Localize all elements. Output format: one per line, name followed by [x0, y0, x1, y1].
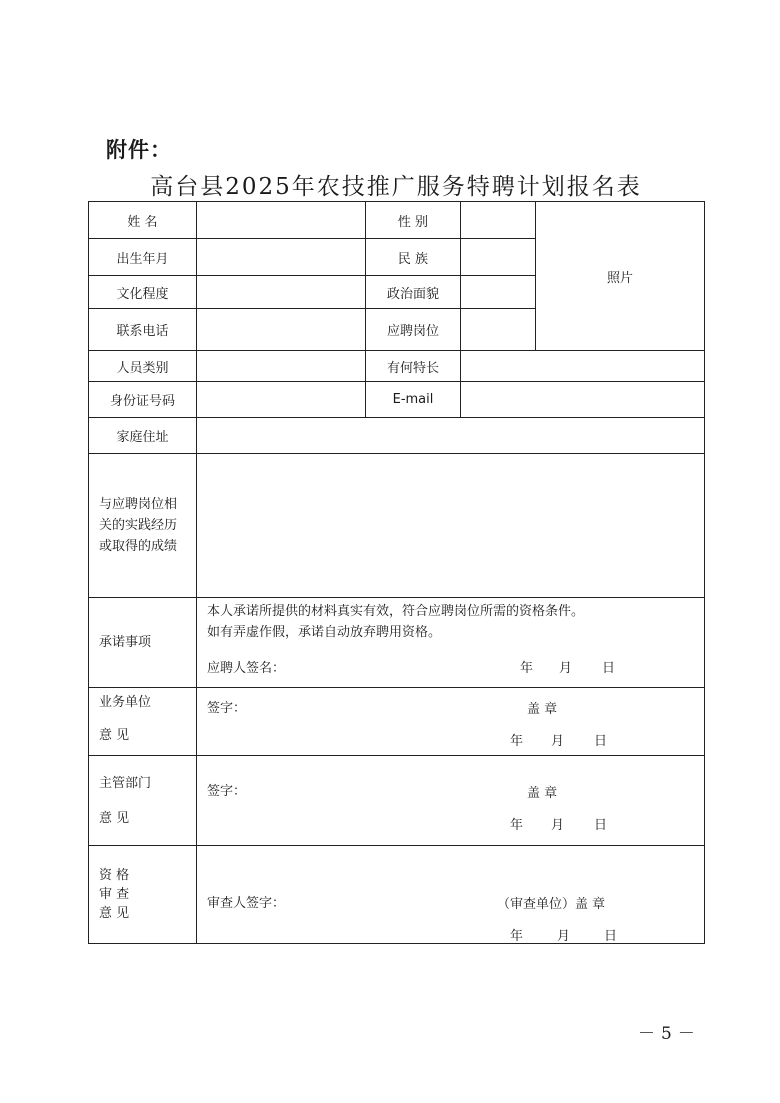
experience-field[interactable] — [197, 454, 705, 598]
review-unit-stamp: （审查单位）盖 章 — [497, 897, 606, 912]
gender-label: 性 别 — [366, 202, 461, 239]
education-field[interactable] — [197, 276, 366, 309]
specialty-label: 有何特长 — [366, 351, 461, 382]
birth-label: 出生年月 — [89, 239, 197, 276]
biz-stamp-label: 盖 章 — [527, 702, 558, 717]
dept-day: 日 — [594, 818, 608, 833]
dept-month: 月 — [551, 818, 565, 833]
biz-unit-opinion[interactable] — [197, 688, 705, 756]
dept-sign-label: 签字： — [207, 784, 247, 799]
experience-label-line: 与应聘岗位相 — [99, 497, 178, 512]
review-label-line: 意 见 — [99, 906, 130, 921]
registration-form-table — [88, 201, 705, 944]
reviewer-sign-label: 审查人签字： — [207, 896, 286, 911]
specialty-field[interactable] — [461, 351, 705, 382]
category-field[interactable] — [197, 351, 366, 382]
pledge-year: 年 — [520, 661, 534, 676]
review-opinion[interactable] — [197, 846, 705, 944]
review-day: 日 — [604, 929, 618, 944]
dept-year: 年 — [510, 818, 524, 833]
pledge-text-2: 如有弄虚作假，承诺自动放弃聘用资格。 — [207, 625, 442, 640]
biz-unit-label-line: 业务单位 — [99, 695, 152, 710]
biz-unit-label — [89, 688, 197, 756]
photo-box[interactable] — [536, 202, 705, 351]
education-label: 文化程度 — [89, 276, 197, 309]
experience-label-line: 关的实践经历 — [99, 518, 178, 533]
category-label: 人员类别 — [89, 351, 197, 382]
address-label: 家庭住址 — [89, 418, 197, 454]
attachment-label: 附件： — [106, 138, 172, 162]
biz-day: 日 — [594, 734, 608, 749]
position-label: 应聘岗位 — [366, 309, 461, 351]
dept-label — [89, 756, 197, 846]
review-month: 月 — [557, 929, 571, 944]
biz-year: 年 — [510, 734, 524, 749]
applicant-sign-label: 应聘人签名： — [207, 661, 286, 676]
position-field[interactable] — [461, 309, 536, 351]
biz-sign-label: 签字： — [207, 701, 247, 716]
political-label: 政治面貌 — [366, 276, 461, 309]
phone-label: 联系电话 — [89, 309, 197, 351]
biz-month: 月 — [551, 734, 565, 749]
id-field[interactable] — [197, 382, 366, 418]
address-field[interactable] — [197, 418, 705, 454]
dept-opinion[interactable] — [197, 756, 705, 846]
form-title: 高台县2025年农技推广服务特聘计划报名表 — [150, 174, 642, 200]
dept-label-line: 意 见 — [99, 810, 130, 826]
pledge-label: 承诺事项 — [89, 598, 197, 688]
ethnicity-label: 民 族 — [366, 239, 461, 276]
dept-label-line: 主管部门 — [99, 775, 152, 791]
political-field[interactable] — [461, 276, 536, 309]
gender-field[interactable] — [461, 202, 536, 239]
id-label: 身份证号码 — [89, 382, 197, 418]
review-label-line: 资 格 — [99, 868, 130, 883]
review-label — [89, 846, 197, 944]
experience-label-line: 或取得的成绩 — [99, 539, 178, 554]
ethnicity-field[interactable] — [461, 239, 536, 276]
review-label-line: 审 查 — [99, 887, 130, 902]
page-number: －5－ — [638, 1024, 701, 1044]
pledge-cell — [197, 598, 705, 688]
photo-label: 照片 — [606, 270, 633, 286]
name-field[interactable] — [197, 202, 366, 239]
name-label: 姓 名 — [89, 202, 197, 239]
pledge-text-1: 本人承诺所提供的材料真实有效，符合应聘岗位所需的资格条件。 — [207, 604, 585, 619]
email-field[interactable] — [461, 382, 705, 418]
dept-stamp-label: 盖 章 — [527, 786, 558, 801]
experience-label — [89, 454, 197, 598]
birth-field[interactable] — [197, 239, 366, 276]
pledge-day: 日 — [602, 661, 616, 676]
email-label: E-mail — [366, 382, 461, 418]
pledge-month: 月 — [559, 661, 573, 676]
review-year: 年 — [510, 929, 524, 944]
biz-unit-label-line: 意 见 — [99, 728, 130, 743]
phone-field[interactable] — [197, 309, 366, 351]
